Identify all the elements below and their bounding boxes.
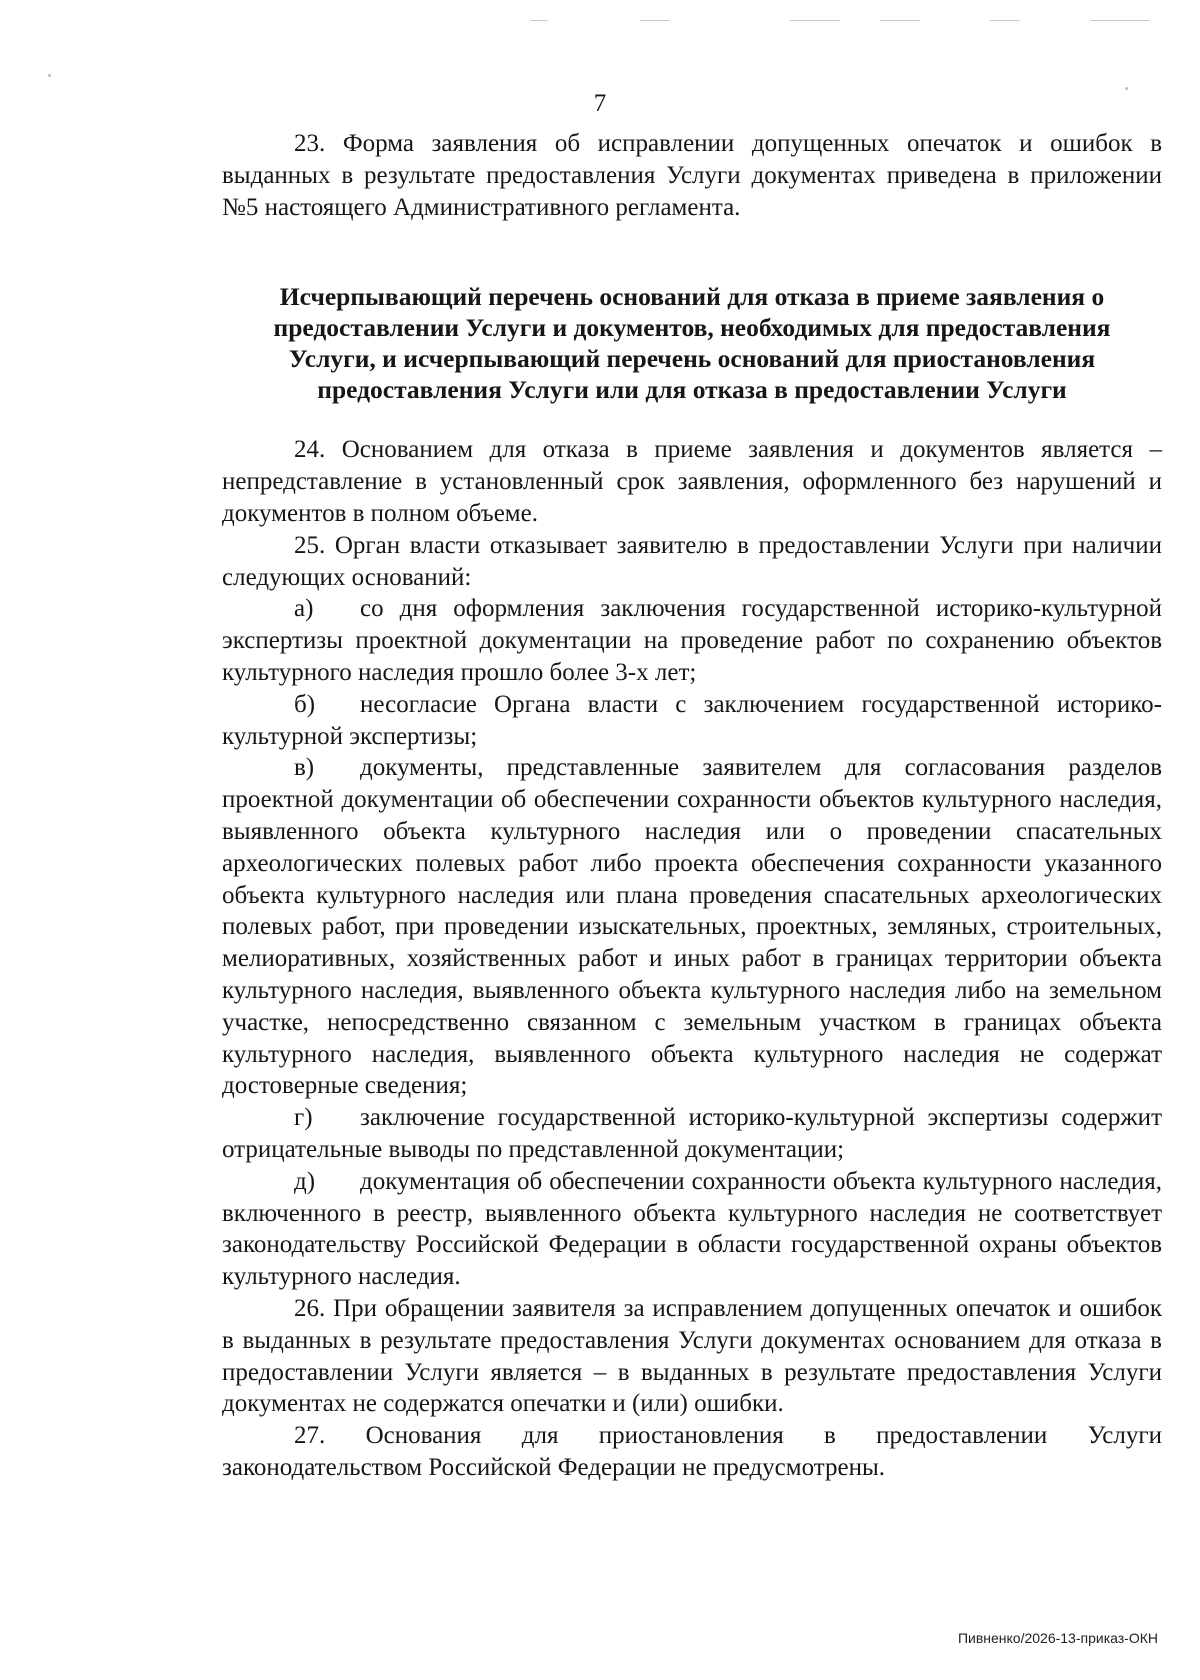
- paragraph-23: 23. Форма заявления об исправлении допущенных опечаток и ошибок в выданных в результате предоставления Услуги документах приведена в приложении №5 настоящего Административного регламента.: [222, 130, 1162, 221]
- scan-artifact: [48, 74, 51, 77]
- list-item-letter: г): [294, 1104, 313, 1132]
- paragraph-24: 24. Основанием для отказа в приеме заявления и документов является – непредставление в установленный срок заявления, оформленного без нарушений и документов в полном объеме.: [222, 436, 1162, 527]
- scan-artifact: [640, 20, 670, 21]
- document-body: [222, 128, 1162, 1484]
- scan-artifact: [990, 20, 1020, 21]
- paragraph-25: 25. Орган власти отказывает заявителю в предоставлении Услуги при наличии следующих оснований:: [222, 531, 1162, 591]
- section-heading: [222, 281, 1162, 405]
- scan-artifact: [530, 20, 548, 21]
- list-item-text: документация об обеспечении сохранности объекта культурного наследия, включенного в реестр, выявленного объекта культурного наследия не соответствует законодательству Российской Федерации в области государственной охраны объектов культурного наследия.: [222, 1167, 1162, 1291]
- list-item-g: [222, 1102, 1162, 1166]
- section-heading-line: предоставлении Услуги и документов, необходимых для предоставления: [273, 313, 1111, 343]
- list-item-letter: д): [294, 1167, 316, 1195]
- list-item-a: [222, 593, 1162, 688]
- list-item-letter: в): [294, 754, 315, 782]
- section-heading-line: Исчерпывающий перечень оснований для отказа в приеме заявления о: [279, 282, 1105, 312]
- section-heading-line: предоставления Услуги или для отказа в предоставлении Услуги: [317, 375, 1067, 405]
- scan-artifact: [790, 20, 840, 21]
- scan-artifact: [880, 20, 920, 21]
- section-heading-line: Услуги, и исчерпывающий перечень оснований для приостановления: [288, 344, 1096, 374]
- list-item-text: со дня оформления заключения государственной историко-культурной экспертизы проектной документации на проведение работ по сохранению объектов культурного наследия прошло более 3-х лет;: [222, 595, 1162, 686]
- list-item-text: документы, представленные заявителем для согласования разделов проектной документации об обеспечении сохранности объектов культурного наследия, выявленного объекта культурного наследия или о проведении спасательных археологических полевых работ либо проекта обеспечения сохранности указанного объекта культурного наследия или плана проведения спасательных археологических полевых работ, при проведении изыскательных, проектных, земляных, строительных, мелиоративных, хозяйственных работ и иных работ в границах территории объекта культурного наследия, выявленного объекта культурного наследия либо на земельном участке, непосредственно связанном с земельным участком в границах объекта культурного наследия, выявленного объекта культурного наследия не содержат достоверные сведения;: [222, 754, 1162, 1100]
- paragraph-26: 26. При обращении заявителя за исправлением допущенных опечаток и ошибок в выданных в результате предоставления Услуги документах основанием для отказа в предоставлении Услуги является – в выданных в результате предоставления Услуги документах не содержатся опечатки и (или) ошибки.: [222, 1294, 1162, 1418]
- list-item-b: [222, 689, 1162, 753]
- list-item-letter: б): [294, 690, 316, 718]
- list-item-letter: а): [294, 595, 314, 623]
- list-item-text: несогласие Органа власти с заключением государственной историко-культурной экспертизы;: [222, 690, 1162, 750]
- list-item-v: [222, 752, 1162, 1102]
- document-reference-footer: Пивненко/2026-13-приказ-ОКН: [957, 1630, 1158, 1646]
- paragraph-27: 27. Основания для приостановления в предоставлении Услуги законодательством Российской Федерации не предусмотрены.: [222, 1422, 1162, 1481]
- list-item-d: [222, 1166, 1162, 1293]
- page-number: 7: [593, 90, 607, 117]
- scan-artifact: [1090, 20, 1150, 21]
- list-item-text: заключение государственной историко-культурной экспертизы содержит отрицательные выводы по представленной документации;: [222, 1104, 1162, 1163]
